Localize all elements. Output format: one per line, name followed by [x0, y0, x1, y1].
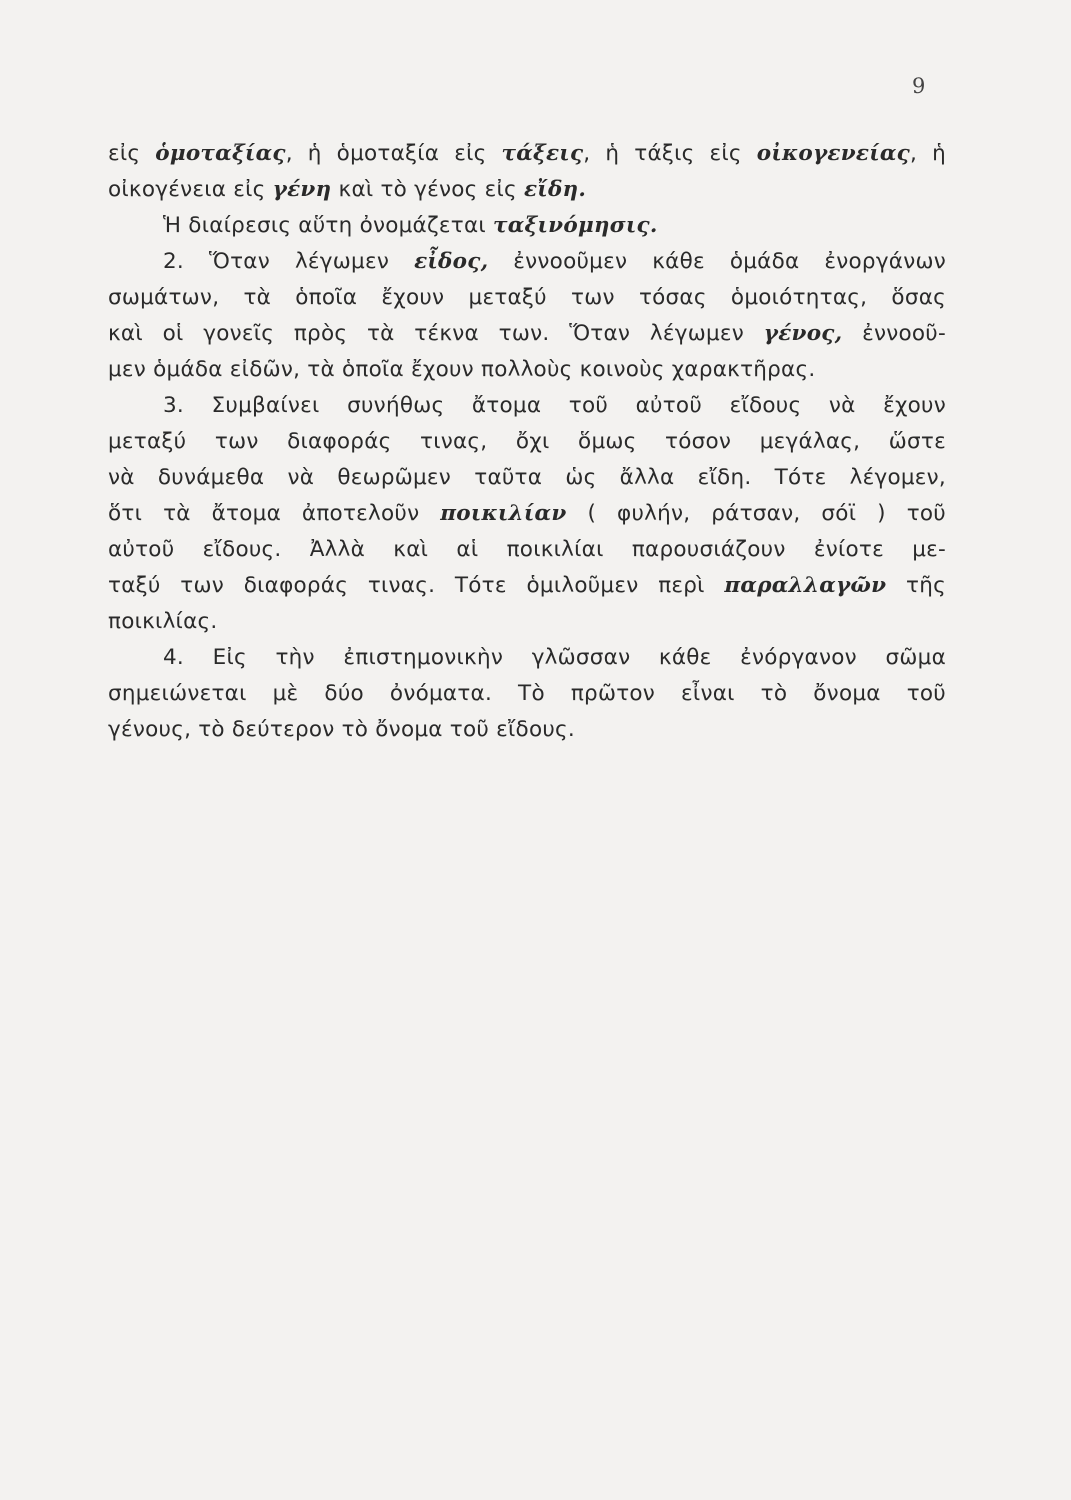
- text-line: [108, 316, 946, 352]
- text-line: [108, 712, 946, 748]
- text-line: [108, 568, 946, 604]
- text-line: [108, 604, 946, 640]
- emphasized-term: γένη: [272, 177, 332, 202]
- text-line: [108, 424, 946, 460]
- text-line: [108, 676, 946, 712]
- emphasized-term: γένος,: [763, 321, 843, 346]
- text-segment: ὅτι τὰ ἄτομα ἀποτελοῦν: [108, 501, 441, 526]
- text-line: [108, 532, 946, 568]
- text-segment: ταξύ των διαφοράς τινας. Τότε ὁμιλοῦμεν περὶ: [108, 573, 725, 598]
- text-segment: , ἡ ὁμοταξία εἰς: [285, 141, 502, 166]
- text-segment: αὐτοῦ εἴδους. Ἀλλὰ καὶ αἱ ποικιλίαι παρουσιάζουν ἐνίοτε με-: [108, 537, 946, 562]
- emphasized-term: τάξεις: [501, 141, 584, 166]
- text-segment: καὶ τὸ γένος εἰς: [331, 177, 524, 202]
- emphasized-term: παραλλαγῶν: [724, 573, 887, 598]
- text-segment: ἐννοοῦμεν κάθε ὁμάδα ἐνοργάνων: [488, 249, 946, 274]
- text-segment: 4. Εἰς τὴν ἐπιστημονικὴν γλῶσσαν κάθε ἐνόργανον σῶμα: [163, 645, 946, 670]
- body-text: [108, 136, 946, 748]
- text-segment: νὰ δυνάμεθα νὰ θεωρῶμεν ταῦτα ὡς ἄλλα εἴδη. Τότε λέγομεν,: [108, 465, 946, 490]
- text-segment: εἰς: [108, 141, 156, 166]
- text-segment: τῆς: [886, 573, 946, 598]
- text-line: [108, 352, 946, 388]
- text-segment: 2. Ὅταν λέγωμεν: [163, 249, 415, 274]
- text-segment: καὶ οἱ γονεῖς πρὸς τὰ τέκνα των. Ὅταν λέγωμεν: [108, 321, 764, 346]
- text-line: [108, 208, 946, 244]
- emphasized-term: εἴδη.: [523, 177, 587, 202]
- page-number: 9: [912, 74, 926, 98]
- emphasized-term: ὁμοταξίας: [155, 141, 286, 166]
- text-segment: μεταξύ των διαφοράς τινας, ὄχι ὅμως τόσον μεγάλας, ὥστε: [108, 429, 946, 454]
- text-line: [108, 172, 946, 208]
- emphasized-term: εἶδος,: [414, 249, 489, 274]
- text-line: [108, 244, 946, 280]
- emphasized-term: ποικιλίαν: [440, 501, 567, 526]
- text-segment: ἐννοοῦ-: [842, 321, 946, 346]
- text-segment: οἰκογένεια εἰς: [108, 177, 273, 202]
- text-segment: , ἡ: [910, 141, 946, 166]
- text-segment: , ἡ τάξις εἰς: [583, 141, 757, 166]
- text-segment: γένους, τὸ δεύτερον τὸ ὄνομα τοῦ εἴδους.: [108, 717, 576, 742]
- text-line: [108, 640, 946, 676]
- text-line: [108, 496, 946, 532]
- text-segment: μεν ὁμάδα εἰδῶν, τὰ ὁποῖα ἔχουν πολλοὺς κοινοὺς χαρακτῆρας.: [108, 357, 816, 382]
- text-segment: 3. Συμβαίνει συνήθως ἄτομα τοῦ αὐτοῦ εἴδους νὰ ἔχουν: [163, 393, 946, 418]
- text-segment: ( φυλήν, ράτσαν, σόϊ ) τοῦ: [566, 501, 946, 526]
- text-line: [108, 388, 946, 424]
- text-line: [108, 136, 946, 172]
- text-line: [108, 460, 946, 496]
- text-line: [108, 280, 946, 316]
- text-segment: Ἡ διαίρεσις αὕτη ὀνομάζεται: [163, 213, 494, 238]
- text-segment: σημειώνεται μὲ δύο ὀνόματα. Τὸ πρῶτον εἶναι τὸ ὄνομα τοῦ: [108, 681, 946, 706]
- text-segment: σωμάτων, τὰ ὁποῖα ἔχουν μεταξύ των τόσας ὁμοιότητας, ὅσας: [108, 285, 946, 310]
- emphasized-term: οἰκογενείας: [756, 141, 911, 166]
- emphasized-term: ταξινόμησις.: [493, 213, 658, 238]
- text-segment: ποικιλίας.: [108, 609, 218, 634]
